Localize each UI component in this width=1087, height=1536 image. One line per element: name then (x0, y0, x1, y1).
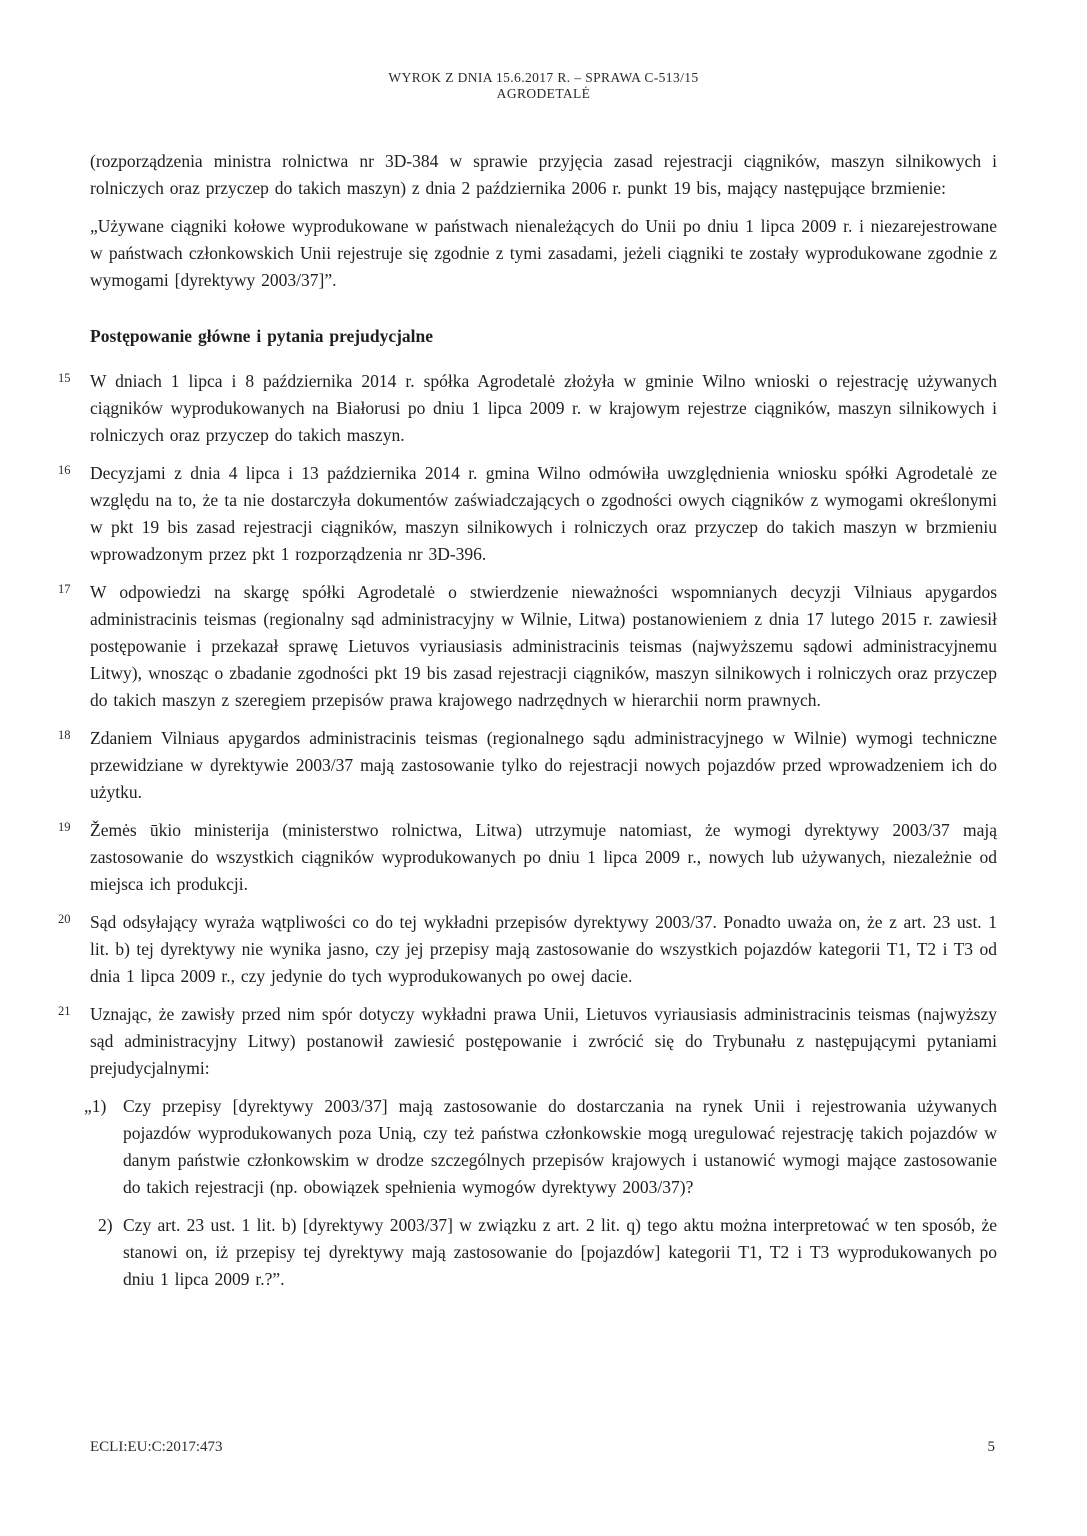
paragraph-text: Žemės ūkio ministerija (ministerstwo rolnictwa, Litwa) utrzymuje natomiast, że wymogi dyrektywy 2003/37 mają zastosowanie do wszystkich ciągników wyprodukowanych po dniu 1 lipca 2009 r., nowych lub używanych, niezależnie od miejsca ich produkcji. (90, 820, 997, 894)
intro-paragraph: (rozporządzenia ministra rolnictwa nr 3D-384 w sprawie przyjęcia zasad rejestracji ciągników, maszyn silnikowych i rolniczych oraz przyczep do takich maszyn) z dnia 2 października 2006 r. punkt 19 bis, mający następujące brzmienie: (90, 151, 997, 198)
numbered-paragraph (58, 460, 997, 568)
preliminary-question (84, 1093, 997, 1201)
numbered-paragraph (58, 1001, 997, 1082)
paragraph-number: 18 (58, 728, 71, 742)
question-text: Czy przepisy [dyrektywy 2003/37] mają zastosowanie do dostarczania na rynek Unii i rejestrowania używanych pojazdów wyprodukowanych poza Unią, czy też państwa członkowskie mogą uregulować rejestrację takich pojazdów w danym państwie członkowskim w drodze szczególnych przepisów krajowych i ustanowić wymogi mające zastosowanie do takich rejestracji (np. obowiązek spełnienia wymogów dyrektywy 2003/37)? (123, 1096, 997, 1197)
paragraph-number: 17 (58, 582, 71, 596)
paragraph-number: 19 (58, 820, 71, 834)
ecli-identifier: ECLI:EU:C:2017:473 (90, 1439, 223, 1455)
page-number: 5 (987, 1439, 995, 1455)
numbered-paragraph (58, 725, 997, 806)
header-party-name: AGRODETALĖ (496, 86, 591, 101)
numbered-paragraph (58, 909, 997, 990)
paragraph-text: Zdaniem Vilniaus apygardos administracinis teismas (regionalnego sądu administracyjnego w Wilnie) wymogi techniczne przewidziane w dyrektywie 2003/37 mają zastosowanie tylko do rejestracji nowych pojazdów przed wprowadzeniem ich do użytku. (90, 728, 997, 802)
paragraph-text: Uznając, że zawisły przed nim spór dotyczy wykładni prawa Unii, Lietuvos vyriausiasis administracinis teismas (najwyższy sąd administracyjny Litwy) postanowił zawiesić postępowanie i zwrócić się do Trybunału z następującymi pytaniami prejudycjalnymi: (90, 1004, 997, 1078)
question-marker: „1) (84, 1096, 107, 1116)
question-marker: 2) (98, 1215, 113, 1235)
numbered-paragraph (58, 817, 997, 898)
question-text: Czy art. 23 ust. 1 lit. b) [dyrektywy 2003/37] w związku z art. 2 lit. q) tego aktu można interpretować w ten sposób, że stanowi on, iż przepisy tej dyrektywy mają zastosowanie do [pojazdów] kategorii T1, T2 i T3 wyprodukowanych po dniu 1 lipca 2009 r.?”. (123, 1215, 997, 1289)
numbered-paragraph (58, 579, 997, 714)
document-body (58, 148, 997, 1304)
paragraph-text: W odpowiedzi na skargę spółki Agrodetalė o stwierdzenie nieważności wspomnianych decyzji Vilniaus apygardos administracinis teismas (regionalny sąd administracyjny w Wilnie, Litwa) postanowieniem z dnia 17 lutego 2015 r. zawiesił postępowanie i przekazał sprawę Lietuvos vyriausiasis administracinis teismas (najwyższemu sądowi administracyjnemu Litwy), wnosząc o zbadanie zgodności pkt 19 bis zasad rejestracji ciągników, maszyn silnikowych i rolniczych oraz przyczep do takich maszyn z szeregiem przepisów prawa krajowego nadrzędnych w hierarchii norm prawnych. (90, 582, 997, 710)
numbered-paragraph (58, 368, 997, 449)
preliminary-question (90, 1212, 997, 1293)
document-header (0, 70, 1087, 102)
section-heading: Postępowanie główne i pytania prejudycjalne (90, 326, 434, 346)
paragraph-text: W dniach 1 lipca i 8 października 2014 r. spółka Agrodetalė złożyła w gminie Wilno wnioski o rejestrację używanych ciągników wyprodukowanych na Białorusi po dniu 1 lipca 2009 r. w krajowym rejestrze ciągników, maszyn silnikowych i rolniczych oraz przyczep do takich maszyn. (90, 371, 997, 445)
paragraph-text: Decyzjami z dnia 4 lipca i 13 października 2014 r. gmina Wilno odmówiła uwzględnienia wniosku spółki Agrodetalė ze względu na to, że ta nie dostarczyła dokumentów zaświadczających o zgodności owych ciągników z wymogami określonymi w pkt 19 bis zasad rejestracji ciągników, maszyn silnikowych i rolniczych oraz przyczep do takich maszyn w brzmieniu wprowadzonym przez pkt 1 rozporządzenia nr 3D-396. (90, 463, 997, 564)
paragraph-text: Sąd odsyłający wyraża wątpliwości co do tej wykładni przepisów dyrektywy 2003/37. Ponadto uważa on, że z art. 23 ust. 1 lit. b) tej dyrektywy nie wynika jasno, czy jej przepisy mają zastosowanie do wszystkich pojazdów kategorii T1, T2 i T3 od dnia 1 lipca 2009 r., czy jedynie do tych wyprodukowanych po owej dacie. (90, 912, 997, 986)
quoted-provision-paragraph: „Używane ciągniki kołowe wyprodukowane w państwach nienależących do Unii po dniu 1 lipca 2009 r. i niezarejestrowane w państwach członkowskich Unii rejestruje się zgodnie z tymi zasadami, jeżeli ciągniki te zostały wyprodukowane zgodnie z wymogami [dyrektywy 2003/37]”. (90, 216, 997, 290)
paragraph-number: 21 (58, 1004, 71, 1018)
paragraph-number: 20 (58, 912, 71, 926)
header-case-line: WYROK Z DNIA 15.6.2017 R. – SPRAWA C-513/15 (388, 70, 699, 85)
paragraph-number: 16 (58, 463, 71, 477)
paragraph-number: 15 (58, 371, 71, 385)
document-footer (90, 1438, 995, 1456)
